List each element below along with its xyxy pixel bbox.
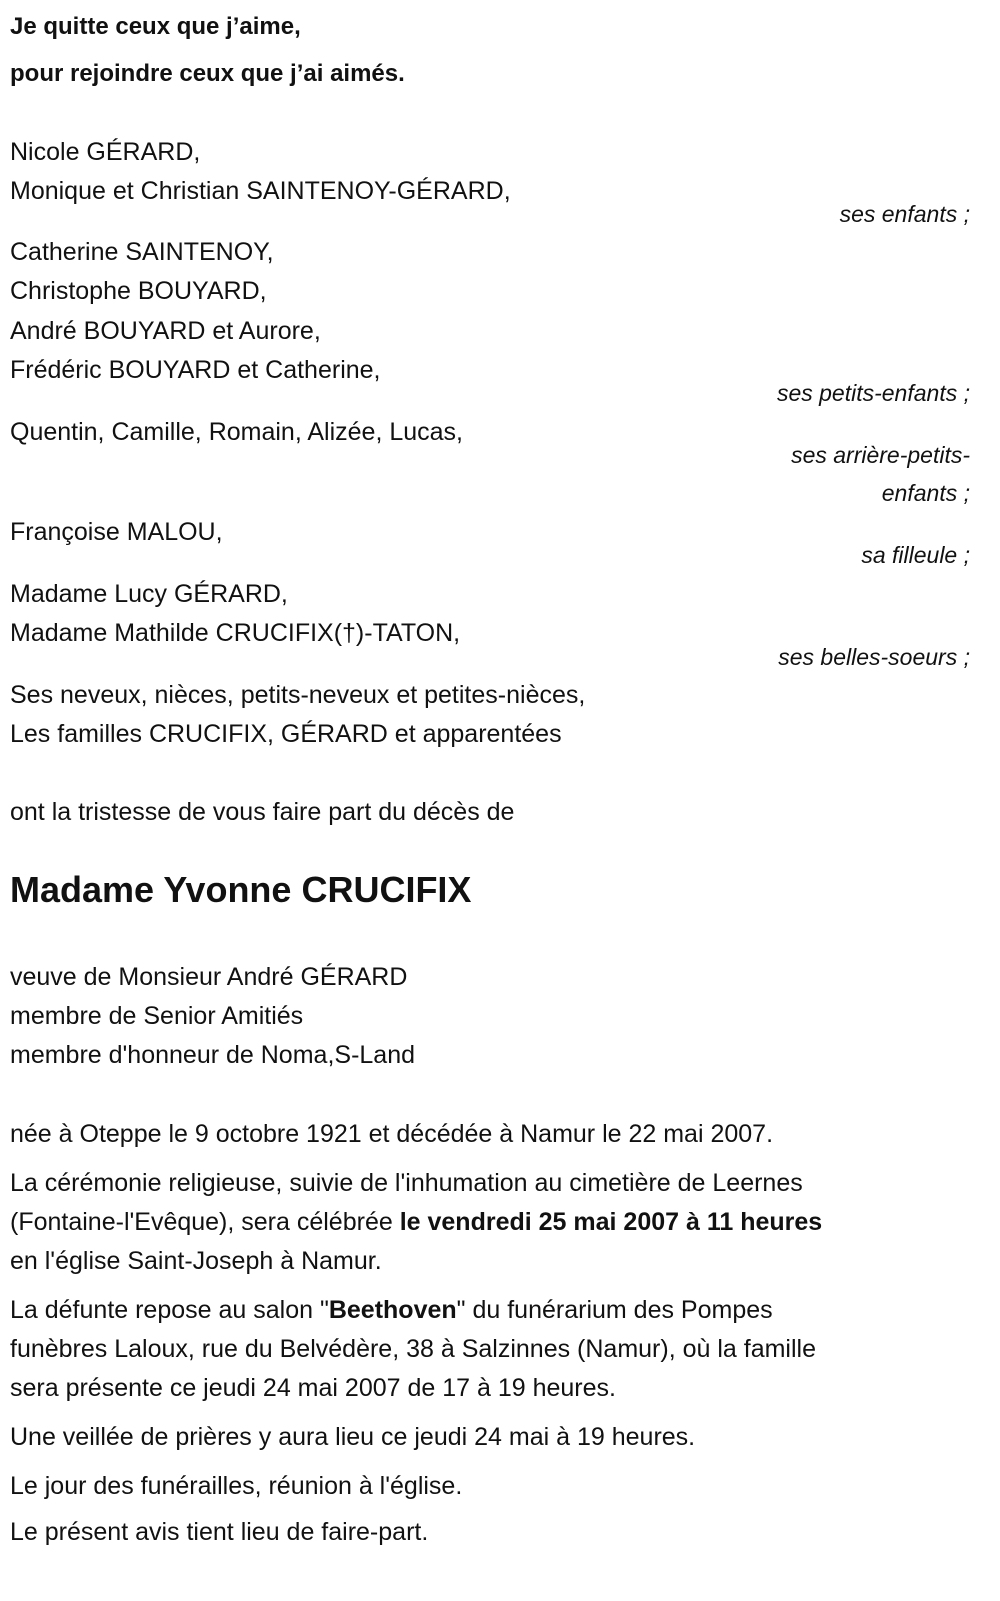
family-member: Nicole GÉRARD, (10, 138, 201, 166)
salon-name: Beethoven (328, 1296, 457, 1324)
family-member: André BOUYARD et Aurore, (10, 317, 321, 345)
ceremony-line: en l'église Saint-Joseph à Namur. (10, 1247, 382, 1275)
ceremony-text: (Fontaine-l'Evêque), sera célébrée (10, 1208, 400, 1236)
family-member: Frédéric BOUYARD et Catherine, (10, 356, 381, 384)
announcement: ont la tristesse de vous faire part du décès de (10, 798, 515, 826)
relation-label: ses petits-enfants ; (776, 380, 970, 406)
relation-label: ses arrière-petits- (791, 442, 970, 468)
family-member: Madame Mathilde CRUCIFIX(†)-TATON, (10, 619, 461, 647)
family-member: Christophe BOUYARD, (10, 277, 267, 305)
family-member: Catherine SAINTENOY, (10, 238, 274, 266)
detail-line: membre de Senior Amitiés (10, 1002, 304, 1030)
detail-line: membre d'honneur de Noma,S-Land (10, 1041, 416, 1069)
ceremony-line (10, 1207, 822, 1237)
relation-label: sa filleule ; (861, 542, 970, 568)
visitation-line: funèbres Laloux, rue du Belvédère, 38 à Salzinnes (Namur), où la famille (10, 1335, 816, 1363)
funeral-day: Le jour des funérailles, réunion à l'église. (10, 1472, 463, 1500)
family-member: Les familles CRUCIFIX, GÉRARD et apparentées (10, 720, 562, 748)
family-member: Monique et Christian SAINTENOY-GÉRARD, (10, 177, 511, 205)
relation-label: ses belles-soeurs ; (778, 644, 970, 670)
ceremony-line: La cérémonie religieuse, suivie de l'inhumation au cimetière de Leernes (10, 1169, 803, 1197)
vigil: Une veillée de prières y aura lieu ce jeudi 24 mai à 19 heures. (10, 1423, 696, 1451)
visitation-text: " du funérarium des Pompes (456, 1296, 773, 1324)
visitation-text: La défunte repose au salon " (10, 1296, 329, 1324)
family-member: Ses neveux, nièces, petits-neveux et petites-nièces, (10, 681, 586, 709)
relation-label: enfants ; (881, 480, 970, 506)
birth-death: née à Oteppe le 9 octobre 1921 et décédée à Namur le 22 mai 2007. (10, 1120, 774, 1148)
family-member: Quentin, Camille, Romain, Alizée, Lucas, (10, 418, 463, 446)
visitation-line (10, 1295, 773, 1325)
epitaph-line: pour rejoindre ceux que j’ai aimés. (10, 60, 405, 87)
detail-line: veuve de Monsieur André GÉRARD (10, 963, 408, 991)
family-member: Madame Lucy GÉRARD, (10, 580, 288, 608)
visitation-line: sera présente ce jeudi 24 mai 2007 de 17 à 19 heures. (10, 1374, 616, 1402)
epitaph-line: Je quitte ceux que j’aime, (10, 13, 301, 40)
notice: Le présent avis tient lieu de faire-part. (10, 1518, 429, 1546)
family-member: Françoise MALOU, (10, 518, 223, 546)
deceased-name: Madame Yvonne CRUCIFIX (10, 869, 472, 910)
ceremony-date: le vendredi 25 mai 2007 à 11 heures (399, 1208, 823, 1236)
relation-label: ses enfants ; (839, 201, 970, 227)
